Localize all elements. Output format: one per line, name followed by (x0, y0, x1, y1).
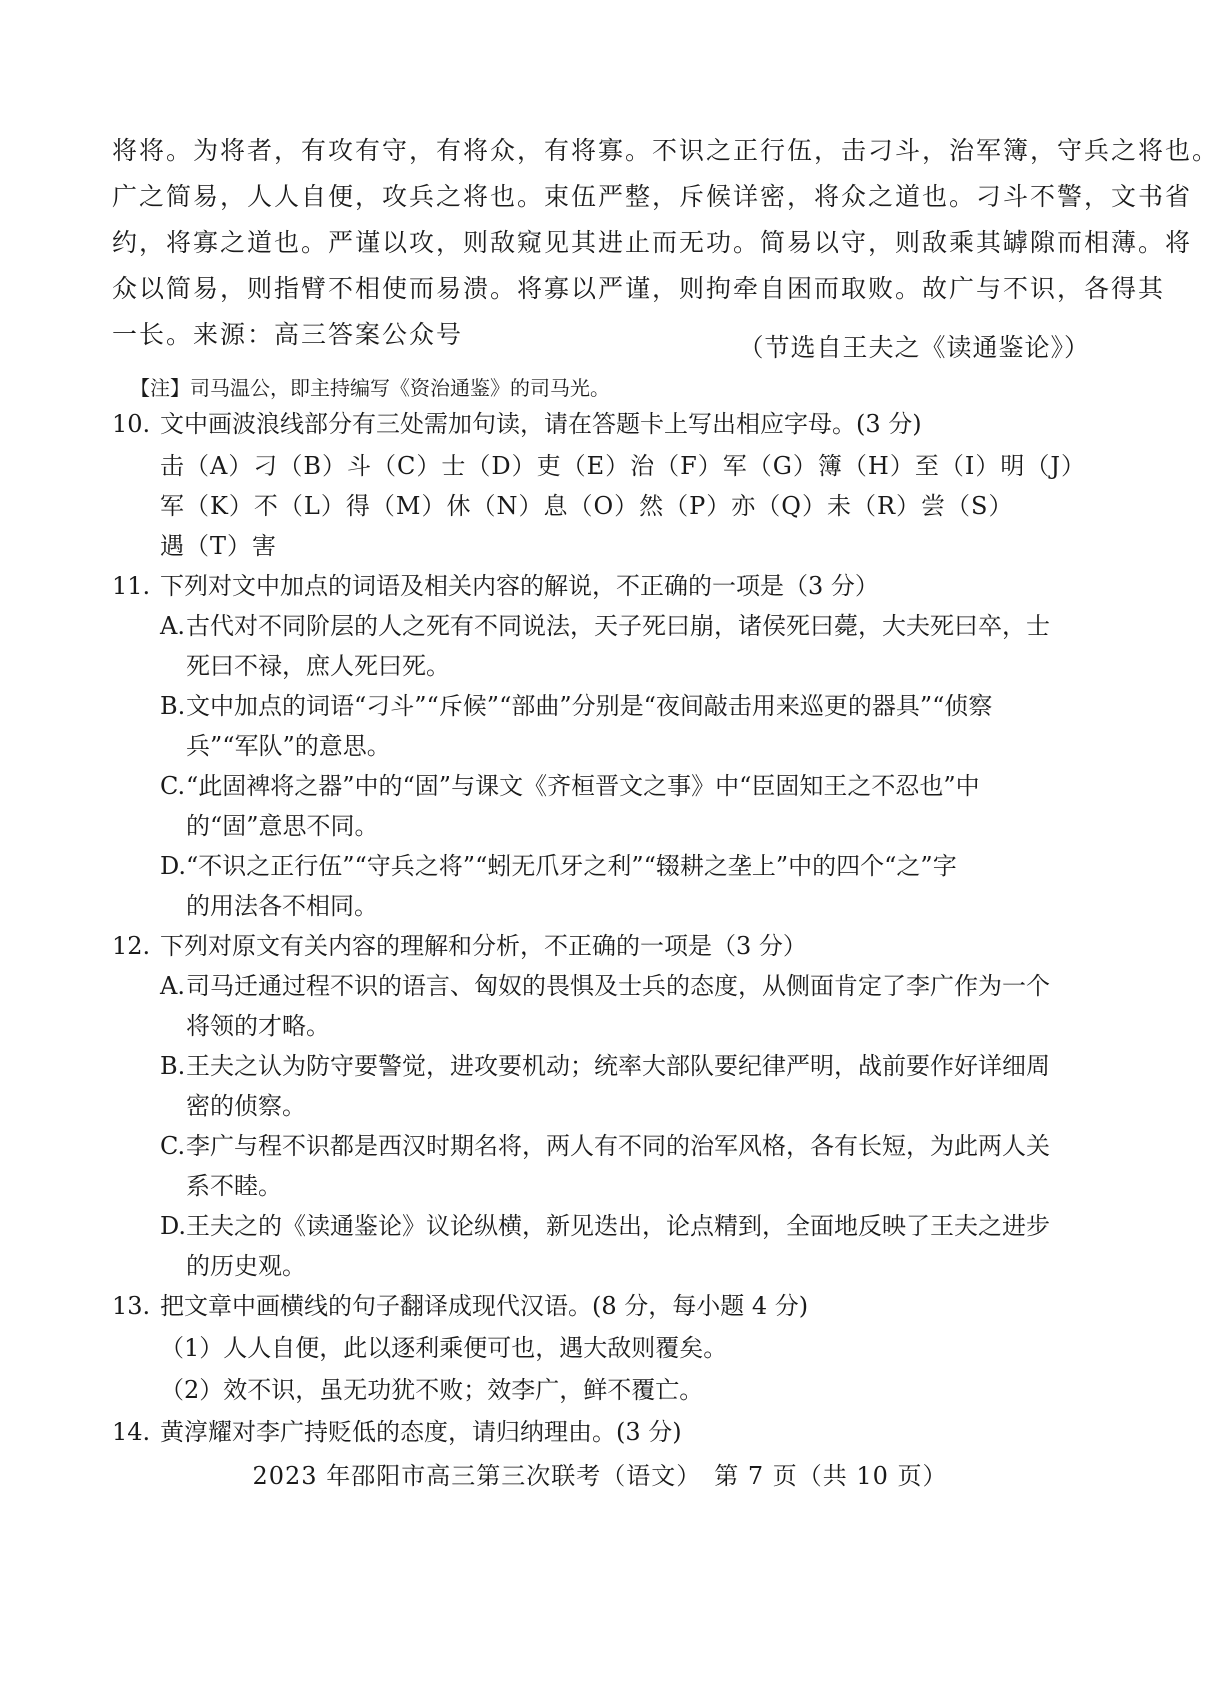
q11-option-c-line: 的“固”意思不同。 (186, 812, 379, 840)
q12-option-a-line: 司马迁通过程不识的语言、匈奴的畏惧及士兵的态度，从侧面肯定了李广作为一个 (186, 972, 1050, 1000)
q11-option-d-line: 的用法各不相同。 (186, 892, 378, 920)
passage-line: 广之简易，人人自便，攻兵之将也。束伍严整，斥候详密，将众之道也。刁斗不警，文书省 (112, 182, 1193, 211)
q11-option-a-letter: A. (160, 612, 185, 640)
passage-source: （节选自王夫之《读通鉴论》） (738, 333, 1090, 362)
passage-line: 众以简易，则指臂不相使而易溃。将寡以严谨，则拘牵自困而取败。故广与不识，各得其 (112, 274, 1166, 303)
q12-option-b-line: 密的侦察。 (186, 1092, 306, 1120)
page-footer: 2023 年邵阳市高三第三次联考（语文） 第 7 页（共 10 页） (252, 1462, 948, 1490)
q13-stem: 把文章中画横线的句子翻译成现代汉语。(8 分，每小题 4 分) (160, 1292, 809, 1320)
q12-option-b-letter: B. (160, 1052, 186, 1080)
q11-option-a-line: 死曰不禄，庶人死曰死。 (186, 652, 450, 680)
q12-option-d-line: 的历史观。 (186, 1252, 306, 1280)
q14-stem: 黄淳耀对李广持贬低的态度，请归纳理由。(3 分) (160, 1418, 682, 1446)
q11-option-d-letter: D. (160, 852, 187, 880)
q11-option-b-line: 兵”“军队”的意思。 (186, 732, 391, 760)
q12-option-c-line: 李广与程不识都是西汉时期名将，两人有不同的治军风格，各有长短，为此两人关 (186, 1132, 1050, 1160)
q12-option-c-line: 系不睦。 (186, 1172, 282, 1200)
q12-option-d-letter: D. (160, 1212, 187, 1240)
q10-choices-line: 遇（T）害 (160, 532, 278, 560)
q11-stem: 下列对文中加点的词语及相关内容的解说，不正确的一项是（3 分） (160, 572, 879, 600)
q13-number: 13. (112, 1292, 151, 1320)
q14-number: 14. (112, 1418, 151, 1446)
q11-number: 11. (112, 572, 151, 600)
q11-option-b-line: 文中加点的词语“刁斗”“斥候”“部曲”分别是“夜间敲击用来巡更的器具”“侦察 (186, 692, 993, 720)
q12-option-a-letter: A. (160, 972, 185, 1000)
q12-option-a-line: 将领的才略。 (186, 1012, 330, 1040)
q11-option-c-line: “此固裨将之器”中的“固”与课文《齐桓晋文之事》中“臣固知王之不忍也”中 (186, 772, 980, 800)
q11-option-d-line: “不识之正行伍”“守兵之将”“蚓无爪牙之利”“辍耕之垄上”中的四个“之”字 (186, 852, 957, 880)
q12-option-b-line: 王夫之认为防守要警觉，进攻要机动；统率大部队要纪律严明，战前要作好详细周 (186, 1052, 1050, 1080)
q13-sub-1: （1）人人自便，此以逐利乘便可也，遇大敌则覆矣。 (160, 1334, 728, 1362)
passage-line: 将将。为将者，有攻有守，有将众，有将寡。不识之正行伍，击刁斗，治军簿，守兵之将也。 (112, 136, 1219, 165)
q11-option-b-letter: B. (160, 692, 186, 720)
q10-number: 10. (112, 410, 151, 438)
q10-choices-line: 军（K）不（L）得（M）休（N）息（O）然（P）亦（Q）未（R）尝（S） (160, 492, 1014, 520)
q13-sub-2: （2）效不识，虽无功犹不败；效李广，鲜不覆亡。 (160, 1376, 704, 1404)
passage-line: 一长。来源：高三答案公众号 (112, 320, 464, 349)
q11-option-a-line: 古代对不同阶层的人之死有不同说法，天子死曰崩，诸侯死曰薨，大夫死曰卒，士 (186, 612, 1050, 640)
q11-option-c-letter: C. (160, 772, 186, 800)
q12-number: 12. (112, 932, 151, 960)
q12-option-c-letter: C. (160, 1132, 186, 1160)
q10-choices-line: 击（A）刁（B）斗（C）士（D）吏（E）治（F）军（G）簿（H）至（I）明（J） (160, 452, 1086, 480)
passage-line: 约，将寡之道也。严谨以攻，则敌窥见其进止而无功。简易以守，则敌乘其罅隙而相薄。将 (112, 228, 1193, 257)
q12-option-d-line: 王夫之的《读通鉴论》议论纵横，新见迭出，论点精到，全面地反映了王夫之进步 (186, 1212, 1050, 1240)
q10-stem: 文中画波浪线部分有三处需加句读，请在答题卡上写出相应字母。(3 分) (160, 410, 922, 438)
passage-text (112, 128, 1219, 358)
q12-stem: 下列对原文有关内容的理解和分析，不正确的一项是（3 分） (160, 932, 807, 960)
annotation-note: 【注】司马温公，即主持编写《资治通鉴》的司马光。 (130, 376, 610, 400)
